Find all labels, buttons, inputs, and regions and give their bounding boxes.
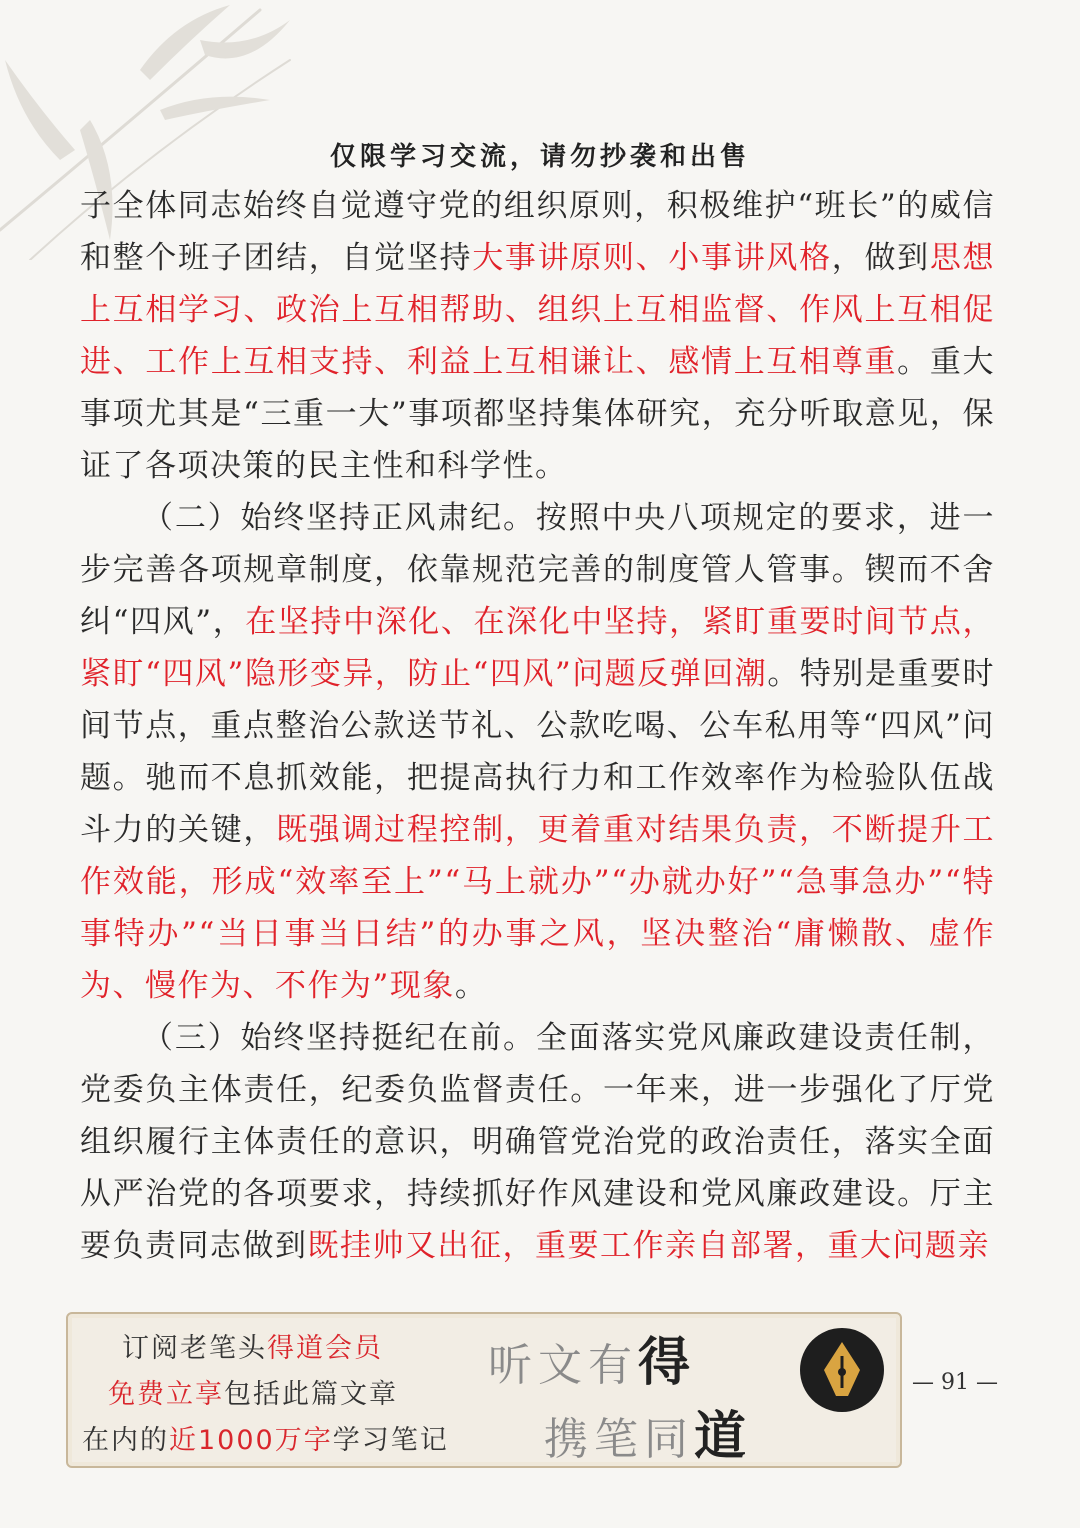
text-segment: （二）始终坚持正风肃纪。按照中央八项规定的要求，进一步完善各项规章制度，依靠规范完善的制度管人管事。锲而不舍纠“四风”， [80,500,995,640]
slogan-key: 得 [638,1332,697,1393]
highlighted-text: 在坚持中深化、在深化中坚持，紧盯重要时间节点，紧盯“四风”隐形变异，防止“四风”问题反弹回潮 [80,604,995,692]
paragraph [80,180,995,492]
page-header: 仅限学习交流，请勿抄袭和出售 [329,142,750,172]
banner-line-1 [122,1326,383,1365]
pen-nib-icon [798,1326,886,1414]
banner-slogan-1 [488,1320,696,1395]
text-segment: 。重大事项尤其是“三重一大”事项都坚持集体研究，充分听取意见，保证了各项决策的民主性和科学性。 [80,344,996,484]
slogan-text: 听文有 [488,1340,638,1391]
page-number: — 91 — [912,1370,998,1395]
banner-highlight: 得道会员 [267,1333,383,1364]
highlighted-text: 既强调过程控制，更着重对结果负责，不断提升工作效能，形成“效率至上”“马上就办”“办就办好”“急事急办”“特事特办”“当日事当日结”的办事之风，坚决整治“庸懒散、虚作为、慢作为、不作为”现象 [80,812,996,1004]
text-segment: （三）始终坚持挺纪在前。全面落实党风廉政建设责任制，党委负主体责任，纪委负监督责任。一年来，进一步强化了厅党组织履行主体责任的意识，明确管党治党的政治责任，落实全面从严治党的各项要求，持续抓好作风建设和党风廉政建设。厅主要负责同志做到 [80,1020,995,1264]
highlighted-text: 大事讲原则、小事讲风格 [472,240,832,276]
text-segment: 。 [454,968,488,1004]
paragraph [80,1012,995,1272]
banner-slogan-2 [544,1394,752,1469]
highlighted-text: 既挂帅又出征，重要工作亲自部署，重大问题亲 [307,1228,990,1264]
banner-text: 在内的 [82,1425,169,1456]
text-segment: 子全体同志始终自觉遵守党的组织原则，积极维护“班长”的威信和整个班子团结，自觉坚持 [80,188,995,276]
banner-highlight: 免费立享 [108,1379,224,1410]
banner-highlight: 近1000万字 [169,1425,333,1456]
text-segment: ，做到 [831,240,930,276]
banner-line-2 [108,1372,398,1411]
banner-text: 学习笔记 [332,1425,449,1456]
text-segment: 。特别是重要时间节点，重点整治公款送节礼、公款吃喝、公车私用等“四风”问题。驰而不息抓效能，把提高执行力和工作效率作为检验队伍战斗力的关键， [80,656,996,848]
paragraph [80,492,995,1012]
body-text [80,180,995,1272]
banner-text: 订阅老笔头 [122,1333,267,1364]
banner-text: 包括此篇文章 [224,1379,398,1410]
banner-line-3 [82,1418,449,1457]
highlighted-text: 思想上互相学习、政治上互相帮助、组织上互相监督、作风上互相促进、工作上互相支持、利益上互相谦让、感情上互相尊重 [80,240,996,380]
slogan-key: 道 [694,1406,753,1467]
slogan-text: 携笔同 [544,1414,694,1465]
subscription-banner[interactable] [66,1312,902,1468]
